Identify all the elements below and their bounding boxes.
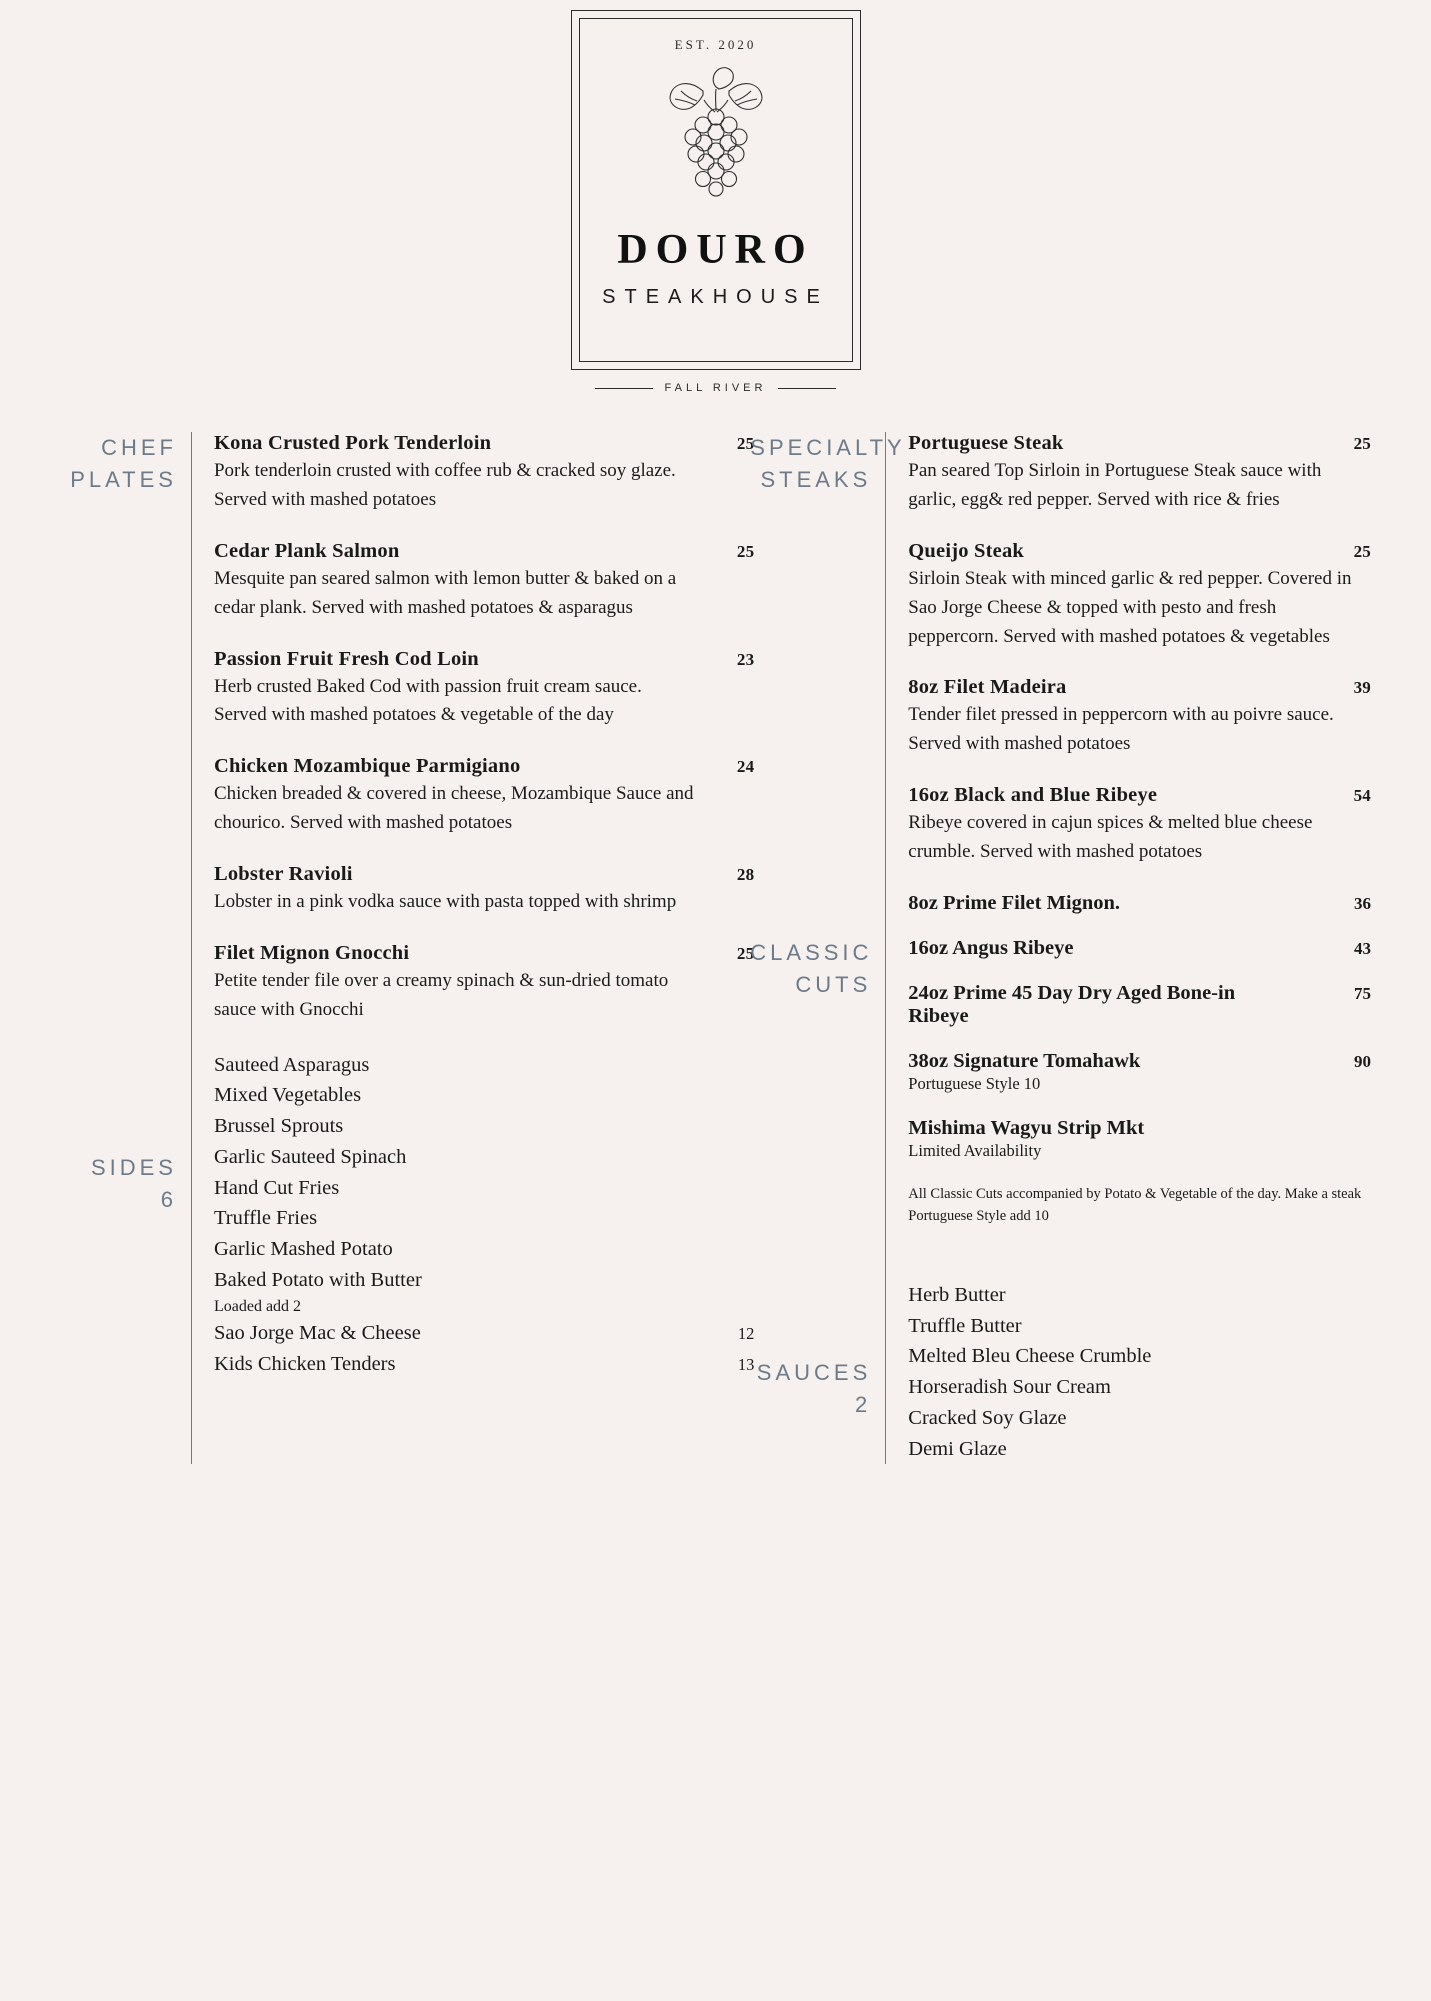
section-label-classic-cuts xyxy=(750,937,885,1001)
menu-item-name: Portuguese Steak xyxy=(908,432,1064,454)
menu-item xyxy=(214,755,754,838)
list-item xyxy=(214,1142,754,1173)
divider-right xyxy=(778,388,836,389)
menu-item-description: Lobster in a pink vodka sauce with pasta topped with shrimp xyxy=(213,891,677,912)
menu-item-description: Pork tenderloin crusted with coffee rub & cracked soy glaze. Served with mashed potatoes xyxy=(213,460,676,510)
left-label-column xyxy=(60,432,191,1464)
sides-list xyxy=(214,1050,754,1380)
list-item xyxy=(214,1234,754,1265)
section-label-specialty-steaks xyxy=(750,432,906,496)
menu-item-description: Mesquite pan seared salmon with lemon butter & baked on a cedar plank. Served with mashed potatoes & asparagus xyxy=(213,567,677,618)
menu-item-description: Pan seared Top Sirloin in Portuguese Steak sauce with garlic, egg& red pepper. Served with rice & fries xyxy=(908,460,1322,510)
menu-item-price: 25 xyxy=(736,943,755,963)
menu-item-head xyxy=(214,755,754,778)
menu-item xyxy=(908,784,1371,867)
menu-item xyxy=(908,432,1371,515)
menu-item xyxy=(908,676,1371,759)
sauces-label: SAUCES xyxy=(756,1360,872,1385)
menu-item-price: 25 xyxy=(1353,434,1372,453)
side-name: Baked Potato with Butter xyxy=(213,1268,422,1291)
classic-cut-price: 90 xyxy=(1354,1051,1372,1071)
menu-item xyxy=(908,540,1371,652)
menu-item-price: 23 xyxy=(736,649,755,669)
classic-cut-head xyxy=(908,892,1371,915)
menu-item-head xyxy=(214,942,754,965)
side-name: Hand Cut Fries xyxy=(213,1176,340,1199)
section-label-sauces xyxy=(750,1357,885,1421)
menu-item-head xyxy=(214,863,754,886)
menu-item-head xyxy=(908,432,1371,455)
menu-item-head xyxy=(908,540,1371,563)
classic-cut-head xyxy=(908,937,1371,960)
menu-item-name: Lobster Ravioli xyxy=(213,863,353,885)
logo-wordmark: DOURO xyxy=(617,227,814,273)
classic-cut-head xyxy=(908,1050,1371,1073)
classic-label-line1: CLASSIC xyxy=(750,940,873,965)
side-name: Brussel Sprouts xyxy=(213,1115,344,1138)
chef-plates-label-line2: PLATES xyxy=(70,466,177,492)
classic-cut-name: 38oz Signature Tomahawk xyxy=(908,1049,1141,1072)
list-item: Herb Butter xyxy=(908,1283,1006,1306)
list-item xyxy=(214,1080,754,1111)
side-name: Kids Chicken Tenders xyxy=(213,1352,396,1375)
menu-item-description: Ribeye covered in cajun spices & melted blue cheese crumble. Served with mashed potatoes xyxy=(908,812,1313,862)
classic-cut-item xyxy=(908,982,1371,1028)
side-name: Garlic Sauteed Spinach xyxy=(213,1145,407,1168)
menu-item-head xyxy=(214,648,754,671)
list-item: Cracked Soy Glaze xyxy=(908,1406,1067,1429)
side-name: Garlic Mashed Potato xyxy=(213,1238,393,1261)
sides-note: Loaded add 2 xyxy=(213,1297,302,1315)
classic-cuts-fineprint: All Classic Cuts accompanied by Potato & Vegetable of the day. Make a steak Portuguese Style add 10 xyxy=(908,1186,1362,1225)
restaurant-logo xyxy=(0,0,1431,394)
menu-item-description: Chicken breaded & covered in cheese, Mozambique Sauce and chourico. Served with mashed potatoes xyxy=(213,783,694,834)
side-price: 12 xyxy=(737,1324,755,1344)
classic-cut-price: 43 xyxy=(1354,938,1372,958)
sides-label: SIDES xyxy=(90,1155,177,1180)
classic-cut-price: 36 xyxy=(1354,893,1372,913)
menu-item xyxy=(214,540,754,623)
sauces-price-label: 2 xyxy=(855,1391,872,1417)
classic-cut-item xyxy=(908,892,1371,915)
menu-item-head xyxy=(214,540,754,563)
menu-item xyxy=(214,432,754,515)
classic-cut-item xyxy=(908,1117,1371,1162)
section-label-chef-plates xyxy=(56,432,191,496)
classic-cut-name: 16oz Angus Ribeye xyxy=(908,936,1074,959)
side-name: Sao Jorge Mac & Cheese xyxy=(213,1322,421,1345)
divider-left xyxy=(595,388,653,389)
menu-item-price: 54 xyxy=(1353,786,1372,806)
list-item: Melted Bleu Cheese Crumble xyxy=(908,1345,1152,1368)
list-item: Truffle Butter xyxy=(908,1314,1022,1337)
list-item xyxy=(214,1203,754,1234)
list-item xyxy=(214,1050,754,1081)
classic-cut-item xyxy=(908,1050,1371,1095)
list-item: Horseradish Sour Cream xyxy=(908,1376,1111,1399)
classic-label-line2: CUTS xyxy=(795,971,872,997)
side-name: Sauteed Asparagus xyxy=(213,1053,370,1076)
menu-item-name: Kona Crusted Pork Tenderloin xyxy=(213,432,492,454)
list-item: Demi Glaze xyxy=(908,1437,1007,1460)
menu-item-price: 28 xyxy=(736,865,755,884)
chef-plates-label-line1: CHEF xyxy=(101,435,177,460)
menu-item-description: Herb crusted Baked Cod with passion fruit cream sauce. Served with mashed potatoes & vegetable of the day xyxy=(213,675,642,726)
sides-price-label: 6 xyxy=(160,1186,177,1212)
classic-cuts-list xyxy=(908,892,1371,1228)
menu-item-head xyxy=(908,676,1371,699)
classic-cut-price: 75 xyxy=(1354,983,1372,1003)
menu-item-description: Tender filet pressed in peppercorn with au poivre sauce. Served with mashed potatoes xyxy=(908,704,1334,755)
classic-cut-head xyxy=(908,982,1371,1028)
menu-item-name: 8oz Filet Madeira xyxy=(908,676,1067,699)
logo-subtitle: STEAKHOUSE xyxy=(602,286,829,308)
side-price: 13 xyxy=(737,1354,755,1374)
specialty-label-line2: STEAKS xyxy=(760,466,872,492)
grapes-icon xyxy=(641,57,791,222)
menu-item-price: 24 xyxy=(736,757,755,777)
classic-cut-head xyxy=(908,1117,1371,1140)
menu-item-name: Cedar Plank Salmon xyxy=(213,539,400,562)
steaks-column xyxy=(885,432,1371,1464)
menu-item-name: 16oz Black and Blue Ribeye xyxy=(908,784,1158,807)
menu-item-description: Sirloin Steak with minced garlic & red pepper. Covered in Sao Jorge Cheese & topped with pesto and fresh peppercorn. Served with mashed potatoes & vegetables xyxy=(908,567,1352,647)
classic-cut-item xyxy=(908,937,1371,960)
sauces-list xyxy=(908,1280,1371,1465)
list-item xyxy=(214,1318,754,1349)
classic-cut-subtext: Portuguese Style 10 xyxy=(908,1073,1041,1093)
menu-item xyxy=(214,942,754,1025)
chef-plates-and-sides-column xyxy=(191,432,754,1464)
logo-established: EST. 2020 xyxy=(674,37,757,52)
list-item xyxy=(214,1265,754,1296)
menu-item-price: 25 xyxy=(736,434,755,453)
menu-item-price: 39 xyxy=(1353,678,1372,698)
menu-item-head xyxy=(214,432,754,455)
list-item xyxy=(214,1173,754,1204)
list-item xyxy=(214,1349,754,1380)
menu-item-price: 25 xyxy=(736,541,755,561)
logo-city: FALL RIVER xyxy=(664,382,767,394)
menu-item-name: Passion Fruit Fresh Cod Loin xyxy=(213,647,479,670)
side-name: Truffle Fries xyxy=(213,1207,318,1230)
menu-item xyxy=(214,648,754,731)
classic-cut-name: 24oz Prime 45 Day Dry Aged Bone-in Ribeye xyxy=(908,981,1236,1027)
classic-cut-name: Mishima Wagyu Strip Mkt xyxy=(908,1117,1145,1140)
menu-item-description: Petite tender file over a creamy spinach & sun-dried tomato sauce with Gnocchi xyxy=(213,969,669,1020)
menu-item xyxy=(214,863,754,917)
side-name: Mixed Vegetables xyxy=(213,1084,362,1107)
classic-cut-subtext: Limited Availability xyxy=(908,1141,1042,1161)
logo-location-row xyxy=(571,382,861,394)
menu-item-head xyxy=(908,784,1371,807)
logo-frame xyxy=(571,10,861,370)
list-item xyxy=(214,1111,754,1142)
menu-item-name: Chicken Mozambique Parmigiano xyxy=(213,755,521,778)
right-label-column xyxy=(750,432,906,1464)
menu-item-name: Filet Mignon Gnocchi xyxy=(213,941,410,964)
menu-item-name: Queijo Steak xyxy=(908,539,1025,562)
menu-item-price: 25 xyxy=(1353,541,1372,561)
specialty-label-line1: SPECIALTY xyxy=(750,435,906,460)
section-label-sides xyxy=(56,1152,191,1216)
classic-cut-name: 8oz Prime Filet Mignon. xyxy=(908,891,1121,914)
menu-body xyxy=(0,432,1431,1464)
